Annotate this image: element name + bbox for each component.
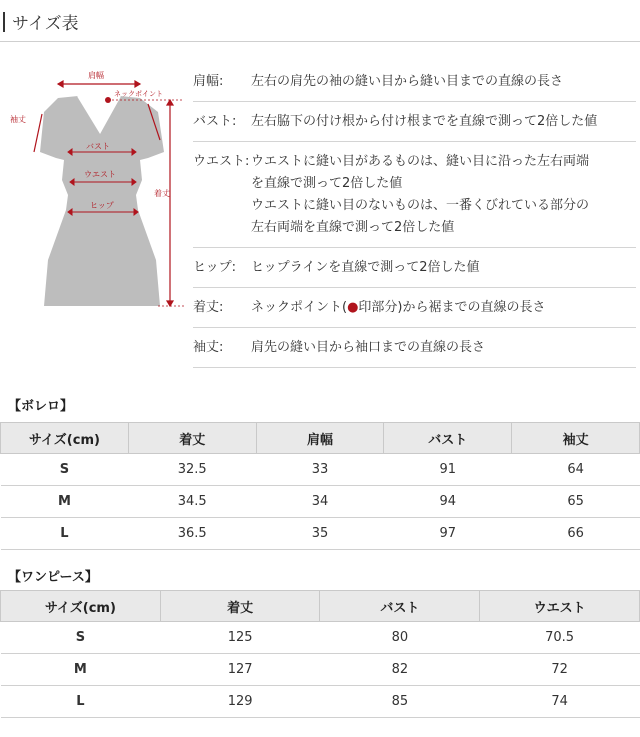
page-title: サイズ表 — [12, 14, 79, 34]
definition-desc: 左右の肩先の袖の縫い目から縫い目までの直線の長さ — [251, 74, 564, 89]
table-cell: 91 — [384, 454, 512, 486]
table-header-row — [1, 423, 640, 454]
title-accent-bar — [3, 12, 5, 32]
neck-point-marker: ● — [347, 300, 359, 315]
table-cell: 32.5 — [128, 454, 256, 486]
diagram-label-sleeve: 袖丈 — [10, 115, 26, 124]
table-header: 着丈 — [160, 591, 320, 622]
definition-term: バスト: — [193, 114, 237, 129]
table-cell: 125 — [160, 622, 320, 654]
definition-desc: ウエストに縫い目があるものは、縫い目に沿った左右両端 を直線で測って2倍した値 ウエストに縫い目のないものは、一番くびれている部分の 左右両端を直線で測って2倍した値 — [251, 154, 590, 235]
table-header: サイズ(cm) — [1, 591, 161, 622]
table-cell: M — [1, 654, 161, 686]
definition-term: 袖丈: — [193, 340, 224, 355]
diagram-label-neck-point: ネックポイント — [114, 90, 163, 98]
table-cell: S — [1, 454, 129, 486]
definition-row — [193, 142, 636, 248]
table-cell: 97 — [384, 518, 512, 550]
table-cell: 85 — [320, 686, 480, 718]
table-row — [1, 686, 640, 718]
table-header: ウエスト — [480, 591, 640, 622]
definition-desc: ヒップラインを直線で測って2倍した値 — [251, 260, 480, 275]
definition-row — [193, 62, 636, 102]
table-cell: S — [1, 622, 161, 654]
definition-row — [193, 288, 636, 328]
definition-row — [193, 102, 636, 142]
table-cell: M — [1, 486, 129, 518]
table-header: 肩幅 — [256, 423, 384, 454]
definition-list — [193, 62, 636, 368]
length-arrow — [167, 100, 173, 306]
table-row — [1, 486, 640, 518]
definition-term: 肩幅: — [193, 74, 224, 89]
table-row — [1, 518, 640, 550]
diagram-label-waist: ウエスト — [84, 170, 116, 179]
definition-term: ヒップ: — [193, 260, 236, 275]
table-cell: 70.5 — [480, 622, 640, 654]
table-cell: 34.5 — [128, 486, 256, 518]
table-cell: 64 — [512, 454, 640, 486]
definition-desc: 左右脇下の付け根から付け根までを直線で測って2倍した値 — [251, 114, 598, 129]
table-header: 袖丈 — [512, 423, 640, 454]
diagram-label-hip: ヒップ — [90, 201, 114, 210]
table-cell: 80 — [320, 622, 480, 654]
dress-diagram — [8, 60, 184, 322]
table-cell: 127 — [160, 654, 320, 686]
table-header: サイズ(cm) — [1, 423, 129, 454]
diagram-label-shoulder: 肩幅 — [88, 71, 104, 80]
table-header-row — [1, 591, 640, 622]
table-cell: L — [1, 518, 129, 550]
table-header: 着丈 — [128, 423, 256, 454]
table-row — [1, 654, 640, 686]
definition-term: 着丈: — [193, 300, 224, 315]
bolero-size-table — [0, 422, 640, 550]
table-cell: 74 — [480, 686, 640, 718]
table-cell: 35 — [256, 518, 384, 550]
definition-row — [193, 248, 636, 288]
shoulder-arrow — [58, 81, 140, 87]
table-cell: 65 — [512, 486, 640, 518]
title-bar — [0, 0, 640, 42]
table-cell: 66 — [512, 518, 640, 550]
onepiece-label: 【ワンピース】 — [8, 570, 98, 585]
table-cell: 94 — [384, 486, 512, 518]
bolero-label: 【ボレロ】 — [8, 399, 74, 414]
table-row — [1, 622, 640, 654]
definition-row — [193, 328, 636, 368]
definition-desc: 肩先の縫い目から袖口までの直線の長さ — [251, 340, 486, 355]
definition-desc: ネックポイント(●印部分)から裾までの直線の長さ — [251, 300, 546, 315]
diagram-label-length: 着丈 — [154, 189, 170, 198]
table-header: バスト — [384, 423, 512, 454]
table-cell: 36.5 — [128, 518, 256, 550]
table-cell: 33 — [256, 454, 384, 486]
definition-term: ウエスト: — [193, 154, 250, 169]
table-cell: 72 — [480, 654, 640, 686]
table-cell: 129 — [160, 686, 320, 718]
onepiece-size-table — [0, 590, 640, 718]
diagram-label-bust: バスト — [86, 142, 110, 151]
table-cell: L — [1, 686, 161, 718]
table-cell: 82 — [320, 654, 480, 686]
table-cell: 34 — [256, 486, 384, 518]
table-row — [1, 454, 640, 486]
table-header: バスト — [320, 591, 480, 622]
